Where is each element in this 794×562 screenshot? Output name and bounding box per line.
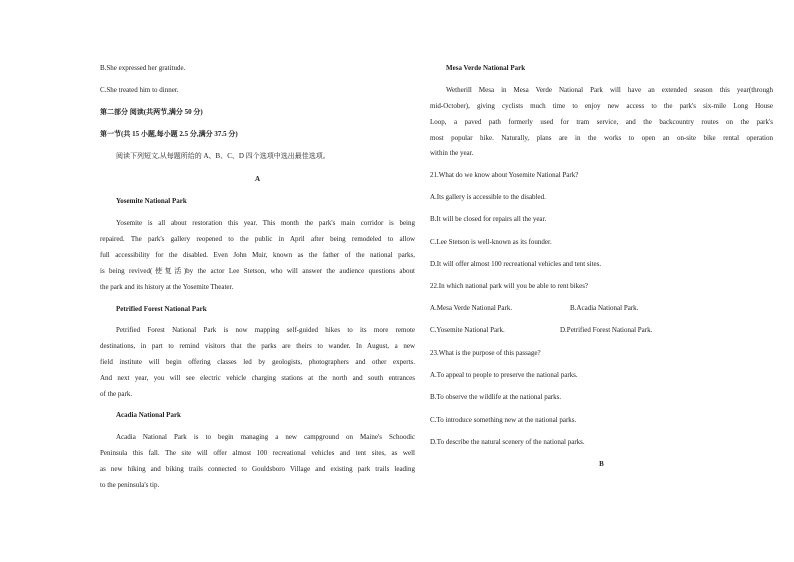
yosemite-line: is being revived(使复活)by the actor Lee Stetson, who will answer the audience questions about bbox=[100, 267, 415, 275]
acadia-line: Acadia National Park is to begin managing a new campground on Maine's Schoodic bbox=[116, 433, 415, 441]
petrified-line: destinations, in part to remind visitors that the parks are theirs to wander. In August, a new bbox=[100, 342, 415, 350]
acadia-line: as new hiking and biking trails connected to Gouldsboro Village and existing park trails leading bbox=[100, 465, 415, 473]
mesa-line: Loop, a paved path formerly used for tram service, and the backcountry routes on the park's bbox=[430, 118, 773, 126]
yosemite-line: Yosemite is all about restoration this year. This month the park's main corridor is being bbox=[116, 219, 415, 227]
acadia-title: Acadia National Park bbox=[116, 411, 181, 419]
question-22-option-c: C.Yosemite National Park. bbox=[430, 326, 505, 334]
question-23-option-d: D.To describe the natural scenery of the national parks. bbox=[430, 438, 585, 446]
question-22-option-b: B.Acadia National Park. bbox=[570, 304, 639, 312]
question-21-option-a: A.Its gallery is accessible to the disabled. bbox=[430, 193, 546, 201]
yosemite-line: the park and its history at the Yosemite Theater. bbox=[100, 283, 234, 291]
mesa-line: Wetherill Mesa in Mesa Verde National Park will have an extended season this year(through bbox=[446, 86, 773, 94]
acadia-line: to the peninsula's tip. bbox=[100, 481, 160, 489]
mesa-title: Mesa Verde National Park bbox=[446, 64, 526, 72]
question-23-option-c: C.To introduce something new at the national parks. bbox=[430, 416, 577, 424]
mesa-line: within the year. bbox=[430, 149, 474, 157]
question-22-stem: 22.In which national park will you be able to rent bikes? bbox=[430, 282, 589, 290]
question-23-option-b: B.To observe the wildlife at the national parks. bbox=[430, 393, 562, 401]
passage-b-label: B bbox=[599, 460, 604, 468]
part2-heading: 第二部分 阅读(共两节,满分 50 分) bbox=[100, 108, 203, 116]
acadia-line: Peninsula this fall. The site will offer almost 100 recreational vehicles and tent sites, as well bbox=[100, 449, 415, 457]
question-21-option-d: D.It will offer almost 100 recreational vehicles and tent sites. bbox=[430, 260, 602, 268]
section1-heading: 第一节(共 15 小题,每小题 2.5 分,满分 37.5 分) bbox=[100, 130, 238, 138]
passage-a-label: A bbox=[254, 175, 261, 183]
petrified-title: Petrified Forest National Park bbox=[116, 305, 207, 313]
question-21-option-b: B.It will be closed for repairs all the year. bbox=[430, 215, 547, 223]
instructions: 阅读下列短文,从每题所给的 A、B、C、D 四个选项中选出最佳选项。 bbox=[116, 152, 330, 160]
yosemite-line: full accessibility for the disabled. Even John Muir, known as the father of the national parks, bbox=[100, 251, 415, 259]
petrified-line: And next year, you will see electric vehicle charging stations at the north and south entrances bbox=[100, 374, 415, 382]
mesa-line: most popular hike. Naturally, plans are in the works to open an on-site bike rental operation bbox=[430, 134, 773, 142]
question-23-stem: 23.What is the purpose of this passage? bbox=[430, 349, 541, 357]
question-22-option-a: A.Mesa Verde National Park. bbox=[430, 304, 513, 312]
option-c-previous: C.She treated him to dinner. bbox=[100, 86, 179, 94]
yosemite-line: repaired. The park's gallery reopened to the public in April after being remodeled to allow bbox=[100, 235, 415, 243]
petrified-line: Petrified Forest National Park is now mapping self-guided hikes to its more remote bbox=[116, 326, 415, 334]
question-21-stem: 21.What do we know about Yosemite National Park? bbox=[430, 171, 579, 179]
question-21-option-c: C.Lee Stetson is well-known as its founder. bbox=[430, 238, 552, 246]
option-b-previous: B.She expressed her gratitude. bbox=[100, 64, 186, 72]
petrified-line: of the park. bbox=[100, 390, 133, 398]
mesa-line: mid-October), giving cyclists much time to enjoy new access to the park's six-mile Long House bbox=[430, 102, 773, 110]
question-22-option-d: D.Petrified Forest National Park. bbox=[560, 326, 653, 334]
yosemite-title: Yosemite National Park bbox=[116, 197, 187, 205]
petrified-line: field institute will begin offering classes led by geologists, photographers and other experts. bbox=[100, 358, 415, 366]
question-23-option-a: A.To appeal to people to preserve the national parks. bbox=[430, 371, 578, 379]
